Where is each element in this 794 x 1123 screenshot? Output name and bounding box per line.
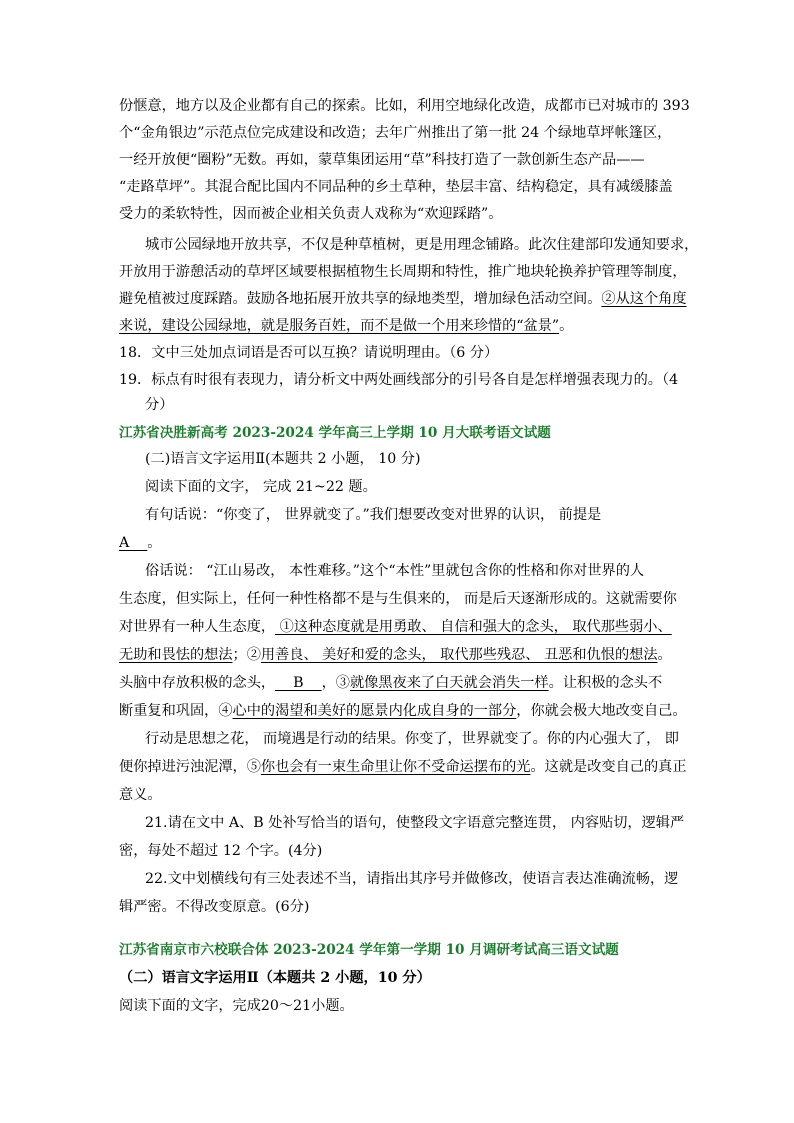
- para-line: [119, 645, 672, 665]
- question-22: 22.文中划横线句有三处表述不当，请指出其序号并做修改，使语言表达准确流畅，逻: [145, 871, 679, 887]
- para-text: ，你就会极大地改变自己。: [516, 703, 687, 719]
- para-text: 便你掉进污浊泥潭，⑤: [119, 759, 261, 775]
- instruction: 阅读下面的文字，完成20～21小题。: [119, 998, 354, 1014]
- para-line: “走路草坪”。其混合配比国内不同品种的乡土草种，垫层丰富、结构稳定，具有减缓膝盖: [119, 179, 673, 195]
- exam-heading: 江苏省决胜新高考 2023-2024 学年高三上学期 10 月大联考语文试题: [119, 425, 551, 441]
- para-line: 一经开放便“圈粉”无数。再如，蒙草集团运用“草”科技打造了一款创新生态产品——: [119, 152, 645, 168]
- para-text: 断重复和巩固，④: [119, 703, 233, 719]
- para-line: [119, 289, 687, 309]
- para-text: 对世界有一种人生态度，: [119, 619, 276, 635]
- para-text: 头脑中存放积极的念头，: [119, 675, 276, 691]
- para-line: 有句话说：“你变了， 世界就变了。”我们想要改变对世界的认识， 前提是: [145, 507, 602, 523]
- para-text: 。: [147, 535, 162, 551]
- para-line: [119, 533, 162, 553]
- blank-b: B: [275, 675, 322, 691]
- para-line: 份惬意，地方以及企业都有自己的探索。比如，利用空地绿化改造，成都市已对城市的 393: [119, 98, 690, 114]
- para-line: [119, 617, 672, 637]
- para-line: 受力的柔软特性，因而被企业相关负责人戏称为“欢迎踩踏”。: [119, 206, 503, 222]
- question-21: 21.请在文中 A、B 处补写恰当的语句，使整段文字语意完整连贯， 内容贴切，逻辑严: [145, 815, 685, 831]
- para-text: 。: [559, 318, 574, 334]
- underlined-sentence: ②从这个角度: [601, 291, 687, 307]
- para-line: 城市公园绿地开放共享，不仅是种草植树，更是用理念铺路。此次住建部印发通知要求，: [145, 237, 699, 253]
- para-line: [119, 701, 687, 721]
- instruction: 阅读下面的文字， 完成 21~22 题。: [145, 479, 377, 495]
- underlined-sentence-1: ①这种态度就是用勇敢、 自信和强大的念头， 取代那些弱小、: [275, 619, 672, 635]
- para-line: [119, 316, 573, 336]
- para-text: 。让积极的念头不: [548, 675, 663, 691]
- para-line: 开放用于游憩活动的草坪区域要根据植物生长周期和特性，推广地块轮换养护管理等制度，: [119, 264, 687, 280]
- underlined-sentence-4: 心中的渴望和美好的愿景内化成自身的一部分: [232, 703, 517, 719]
- para-line: [119, 757, 687, 777]
- underlined-sentence-3: 就像黑夜来了白天就会消失一样: [349, 675, 549, 691]
- section-subheading: (二)语言文字运用Ⅱ(本题共 2 小题， 10 分): [145, 451, 421, 467]
- para-text: 避免植被过度踩踏。鼓励各地拓展开放共享的绿地类型，增加绿色活动空间。: [119, 291, 602, 307]
- para-text: 。: [657, 647, 672, 663]
- para-line: [119, 673, 662, 693]
- blank-a: A: [119, 535, 148, 551]
- section-subheading: （二）语言文字运用Ⅱ（本题共 2 小题，10 分）: [119, 970, 431, 986]
- underlined-sentence-1: 无助和畏怯的想法: [119, 647, 233, 663]
- underlined-sentence-2: 用善良、 美好和爱的念头， 取代那些残忍、 丑恶和仇恨的想法: [260, 647, 658, 663]
- para-line: 俗话说： “江山易改， 本性难移。”这个“本性”里就包含你的性格和你对世界的人: [145, 563, 645, 579]
- para-line: 生态度，但实际上，任何一种性格都不是与生俱来的， 而是后天逐渐形成的。这就需要你: [119, 591, 677, 607]
- para-text: 。这就是改变自己的真正: [530, 759, 687, 775]
- para-text: ，③: [321, 675, 350, 691]
- question-21-cont: 密，每处不超过 12 个字。(4分): [119, 843, 323, 859]
- question-18: 18．文中三处加点词语是否可以互换？请说明理由。（6 分）: [119, 345, 499, 361]
- exam-heading: 江苏省南京市六校联合体 2023-2024 学年第一学期 10 月调研考试高三语文试题: [119, 942, 619, 958]
- para-text: ；②: [232, 647, 261, 663]
- question-19-cont: 分）: [145, 397, 174, 413]
- underlined-sentence: 来说，建设公园绿地，就是服务百姓，而不是做一个用来珍惜的“盆景”: [119, 318, 560, 334]
- para-line: 个“金角银边”示范点位完成建设和改造；去年广州推出了第一批 24 个绿地草坪帐篷区，: [119, 125, 672, 141]
- question-22-cont: 辑严密。不得改变原意。(6分): [119, 899, 310, 915]
- underlined-sentence-5: 你也会有一束生命里让你不受命运摆布的光: [260, 759, 531, 775]
- para-line: 意义。: [119, 787, 162, 803]
- para-line: 行动是思想之花， 而境遇是行动的结果。你变了，世界就变了。你的内心强大了， 即: [145, 731, 679, 747]
- question-19: 19．标点有时很有表现力，请分析文中两处画线部分的引号各自是怎样增强表现力的。（4: [119, 372, 679, 388]
